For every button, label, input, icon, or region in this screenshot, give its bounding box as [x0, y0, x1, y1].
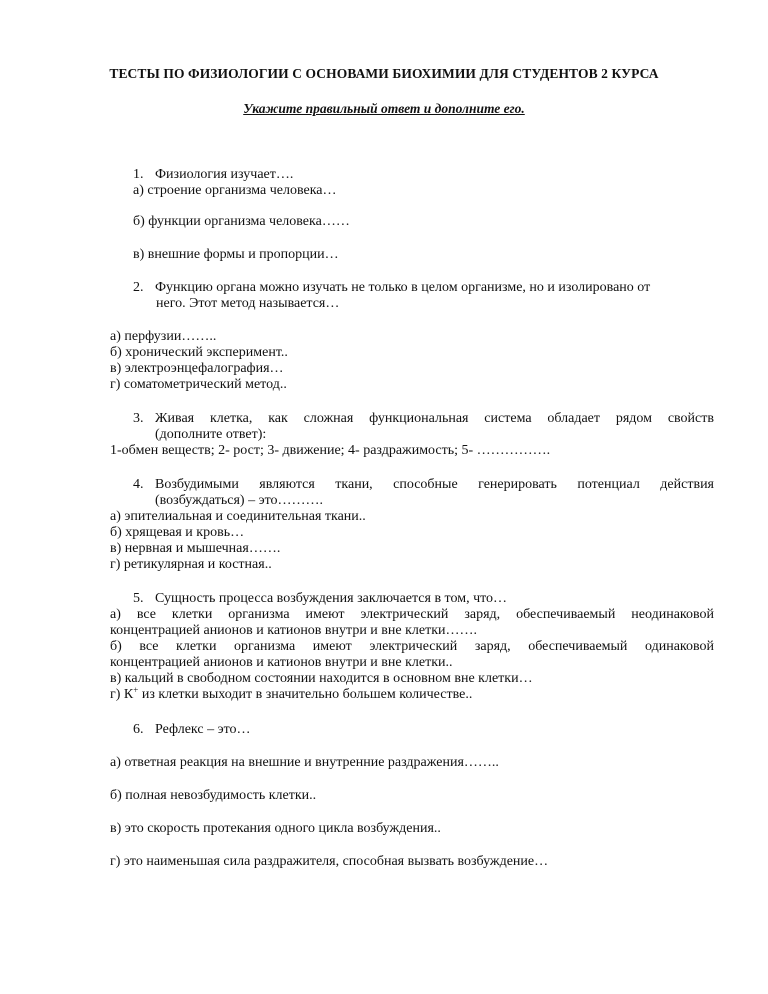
q2-option-a: а) перфузии…….. [110, 329, 217, 344]
question-number: 5. [133, 591, 144, 606]
question-4-number: 4. [133, 477, 144, 492]
question-3-text-line2: (дополните ответ): [155, 427, 267, 442]
instruction-subtitle: Укажите правильный ответ и дополните его. [243, 101, 525, 116]
q6-option-a: а) ответная реакция на внешние и внутренние раздражения…….. [110, 755, 499, 770]
q5-option-d-prefix: г) К [110, 687, 134, 702]
q4-option-a: а) эпителиальная и соединительная ткани.. [110, 509, 366, 524]
q5-option-d-rest: из клетки выходит в значительно большем количестве.. [138, 687, 473, 702]
question-text-line2: него. Этот метод называется… [156, 296, 340, 311]
q1-option-b: б) функции организма человека…… [133, 214, 350, 229]
q6-option-d: г) это наименьшая сила раздражителя, способная вызвать возбуждение… [110, 854, 549, 869]
question-text: Сущность процесса возбуждения заключается в том, что… [155, 591, 508, 606]
question-1 [133, 166, 293, 183]
q2-option-d: г) соматометрический метод.. [110, 377, 287, 392]
q5-option-b-line2: концентрацией анионов и катионов внутри и вне клетки.. [110, 655, 453, 670]
q2-option-b: б) хронический эксперимент.. [110, 345, 288, 360]
question-text-line1: Функцию органа можно изучать не только в целом организме, но и изолировано от [155, 280, 651, 295]
q5-option-a-line2: концентрацией анионов и катионов внутри и вне клетки……. [110, 623, 478, 638]
question-number: 2. [133, 280, 144, 295]
q6-option-c: в) это скорость протекания одного цикла возбуждения.. [110, 821, 441, 836]
q5-option-c: в) кальций в свободном состоянии находится в основном вне клетки… [110, 671, 533, 686]
question-text: Рефлекс – это… [155, 722, 251, 737]
q6-option-b: б) полная невозбудимость клетки.. [110, 788, 317, 803]
potassium-charge: + [133, 685, 139, 695]
q5-option-b-line1: б) все клетки организма имеют электрический заряд, обеспечиваемый одинаковой [110, 639, 714, 654]
q1-option-c: в) внешние формы и пропорции… [133, 247, 339, 262]
q5-option-d [110, 686, 472, 703]
q2-option-c: в) электроэнцефалография… [110, 361, 284, 376]
question-4-text-line1: Возбудимыми являются ткани, способные генерировать потенциал действия [155, 477, 714, 492]
q4-option-b: б) хрящевая и кровь… [110, 525, 245, 540]
q5-option-a-line1: а) все клетки организма имеют электрический заряд, обеспечиваемый неодинаковой [110, 607, 714, 622]
q4-option-d: г) ретикулярная и костная.. [110, 557, 272, 572]
question-6 [133, 721, 251, 738]
question-3-number: 3. [133, 411, 144, 426]
document-title: ТЕСТЫ ПО ФИЗИОЛОГИИ С ОСНОВАМИ БИОХИМИИ ДЛЯ СТУДЕНТОВ 2 КУРСА [109, 66, 659, 81]
question-number: 6. [133, 722, 144, 737]
question-4-text-line2: (возбуждаться) – это………. [155, 493, 324, 508]
q4-option-c: в) нервная и мышечная……. [110, 541, 281, 556]
question-3-text-line1: Живая клетка, как сложная функциональная система обладает рядом свойств [155, 411, 714, 426]
question-5 [133, 590, 507, 607]
question-text: Физиология изучает…. [155, 167, 294, 182]
q1-option-a: а) строение организма человека… [133, 183, 337, 198]
question-2 [133, 279, 714, 296]
q3-answer-line: 1-обмен веществ; 2- рост; 3- движение; 4- раздражимость; 5- ……………. [110, 443, 551, 458]
question-number: 1. [133, 167, 144, 182]
